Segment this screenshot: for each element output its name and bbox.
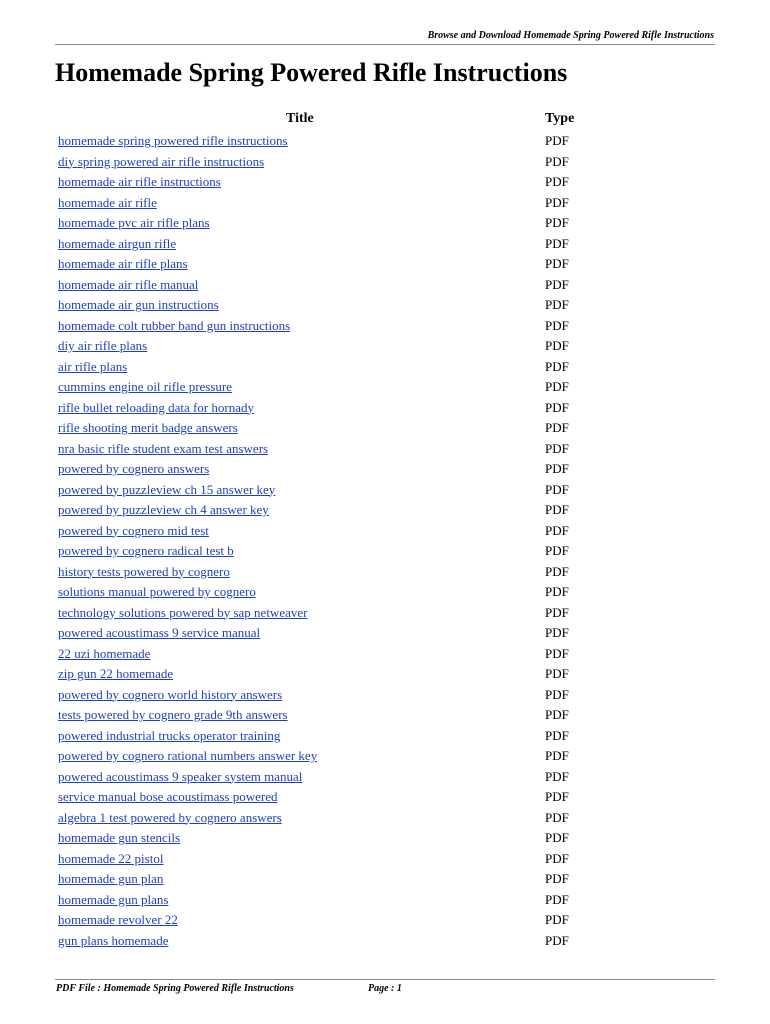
document-link[interactable]: homemade air gun instructions: [58, 297, 219, 312]
document-link[interactable]: 22 uzi homemade: [58, 645, 151, 661]
table-row: [58, 377, 588, 398]
document-link[interactable]: powered by cognero answers: [58, 461, 210, 476]
document-link[interactable]: homemade pvc air rifle plans: [58, 215, 210, 230]
file-type-label: PDF: [545, 174, 569, 189]
file-type-label: PDF: [545, 440, 569, 456]
document-link[interactable]: rifle shooting merit badge answers: [58, 420, 238, 435]
document-link[interactable]: powered acoustimass 9 service manual: [58, 625, 261, 640]
document-link[interactable]: powered by cognero rational numbers answer key: [58, 748, 318, 763]
file-type-label: PDF: [545, 748, 569, 763]
file-type-label: PDF: [545, 563, 569, 579]
file-type-label: PDF: [545, 153, 569, 169]
document-link[interactable]: algebra 1 test powered by cognero answers: [58, 809, 282, 825]
footer-page-label: Page : 1: [368, 983, 402, 994]
table-row: [58, 336, 588, 357]
table-row: [58, 295, 588, 316]
file-type-label: PDF: [545, 645, 569, 661]
file-type-label: PDF: [545, 912, 569, 927]
document-link[interactable]: homemade air rifle instructions: [58, 174, 221, 189]
document-link[interactable]: zip gun 22 homemade: [58, 666, 174, 681]
file-type-label: PDF: [545, 399, 569, 415]
table-row: [58, 152, 588, 173]
table-row: [58, 316, 588, 337]
file-type-label: PDF: [545, 276, 569, 292]
table-row: [58, 521, 588, 542]
table-row: [58, 582, 588, 603]
document-link[interactable]: rifle bullet reloading data for hornady: [58, 399, 255, 415]
document-link[interactable]: tests powered by cognero grade 9th answers: [58, 707, 288, 722]
file-type-label: PDF: [545, 604, 569, 620]
file-type-label: PDF: [545, 932, 569, 948]
file-type-label: PDF: [545, 256, 569, 271]
file-type-label: PDF: [545, 871, 569, 886]
document-link[interactable]: powered by puzzleview ch 15 answer key: [58, 481, 276, 497]
page-header-text: Browse and Download Homemade Spring Powered Rifle Instructions: [427, 30, 714, 41]
document-link[interactable]: homemade air rifle: [58, 194, 157, 210]
table-body: [58, 131, 588, 951]
file-type-label: PDF: [545, 666, 569, 681]
document-link[interactable]: homemade air rifle plans: [58, 256, 188, 271]
header-divider: [55, 44, 715, 45]
table-row: [58, 726, 588, 747]
document-link[interactable]: homemade airgun rifle: [58, 235, 177, 251]
file-type-label: PDF: [545, 502, 569, 517]
document-link[interactable]: homemade gun plan: [58, 871, 164, 886]
file-type-label: PDF: [545, 461, 569, 476]
table-row: [58, 931, 588, 952]
file-type-label: PDF: [545, 522, 569, 538]
file-type-label: PDF: [545, 235, 569, 251]
document-link[interactable]: powered by cognero radical test b: [58, 543, 234, 558]
table-row: [58, 746, 588, 767]
document-table: [58, 111, 588, 951]
file-type-label: PDF: [545, 481, 569, 497]
file-type-label: PDF: [545, 543, 569, 558]
document-link[interactable]: diy air rifle plans: [58, 338, 148, 353]
document-link[interactable]: air rifle plans: [58, 358, 128, 374]
table-row: [58, 849, 588, 870]
document-link[interactable]: nra basic rifle student exam test answers: [58, 440, 269, 456]
footer-divider: [55, 979, 715, 980]
document-link[interactable]: homemade air rifle manual: [58, 276, 199, 292]
table-row: [58, 869, 588, 890]
table-row: [58, 500, 588, 521]
table-row: [58, 562, 588, 583]
document-link[interactable]: powered industrial trucks operator training: [58, 727, 281, 743]
file-type-label: PDF: [545, 707, 569, 722]
table-row: [58, 459, 588, 480]
file-type-label: PDF: [545, 727, 569, 743]
table-row: [58, 623, 588, 644]
file-type-label: PDF: [545, 584, 569, 599]
file-type-label: PDF: [545, 686, 569, 702]
table-header: [58, 111, 588, 131]
document-link[interactable]: homemade gun stencils: [58, 830, 181, 845]
table-row: [58, 808, 588, 829]
table-row: [58, 541, 588, 562]
file-type-label: PDF: [545, 133, 569, 148]
file-type-label: PDF: [545, 809, 569, 825]
document-link[interactable]: powered acoustimass 9 speaker system manual: [58, 768, 303, 784]
document-link[interactable]: cummins engine oil rifle pressure: [58, 379, 233, 394]
document-link[interactable]: powered by cognero mid test: [58, 522, 209, 538]
document-link[interactable]: homemade revolver 22: [58, 912, 178, 927]
table-row: [58, 828, 588, 849]
document-link[interactable]: service manual bose acoustimass powered: [58, 789, 278, 804]
document-title: Homemade Spring Powered Rifle Instructions: [55, 58, 568, 87]
table-row: [58, 398, 588, 419]
table-row: [58, 603, 588, 624]
table-row: [58, 213, 588, 234]
table-row: [58, 193, 588, 214]
file-type-label: PDF: [545, 768, 569, 784]
document-link[interactable]: homemade spring powered rifle instructions: [58, 133, 288, 148]
column-header-type: Type: [545, 111, 575, 126]
document-link[interactable]: powered by puzzleview ch 4 answer key: [58, 502, 269, 517]
table-row: [58, 787, 588, 808]
table-row: [58, 172, 588, 193]
file-type-label: PDF: [545, 194, 569, 210]
file-type-label: PDF: [545, 317, 569, 333]
footer-file-label: PDF File : Homemade Spring Powered Rifle Instructions: [56, 983, 294, 994]
table-row: [58, 254, 588, 275]
table-row: [58, 890, 588, 911]
table-row: [58, 131, 588, 152]
table-row: [58, 705, 588, 726]
file-type-label: PDF: [545, 215, 569, 230]
table-row: [58, 664, 588, 685]
file-type-label: PDF: [545, 379, 569, 394]
table-row: [58, 234, 588, 255]
document-link[interactable]: homemade gun plans: [58, 891, 169, 907]
table-row: [58, 480, 588, 501]
document-link[interactable]: diy spring powered air rifle instructions: [58, 153, 265, 169]
table-row: [58, 644, 588, 665]
file-type-label: PDF: [545, 625, 569, 640]
file-type-label: PDF: [545, 420, 569, 435]
table-row: [58, 685, 588, 706]
document-link[interactable]: solutions manual powered by cognero: [58, 584, 256, 599]
document-link[interactable]: powered by cognero world history answers: [58, 686, 283, 702]
document-link[interactable]: homemade colt rubber band gun instructions: [58, 317, 291, 333]
document-link[interactable]: gun plans homemade: [58, 932, 169, 948]
table-row: [58, 767, 588, 788]
file-type-label: PDF: [545, 297, 569, 312]
column-header-title: Title: [286, 111, 314, 126]
document-link[interactable]: history tests powered by cognero: [58, 563, 230, 579]
table-row: [58, 439, 588, 460]
file-type-label: PDF: [545, 891, 569, 907]
table-row: [58, 418, 588, 439]
file-type-label: PDF: [545, 358, 569, 374]
file-type-label: PDF: [545, 338, 569, 353]
document-link[interactable]: technology solutions powered by sap netweaver: [58, 604, 308, 620]
table-row: [58, 275, 588, 296]
file-type-label: PDF: [545, 850, 569, 866]
document-link[interactable]: homemade 22 pistol: [58, 850, 164, 866]
table-row: [58, 910, 588, 931]
file-type-label: PDF: [545, 830, 569, 845]
table-row: [58, 357, 588, 378]
file-type-label: PDF: [545, 789, 569, 804]
